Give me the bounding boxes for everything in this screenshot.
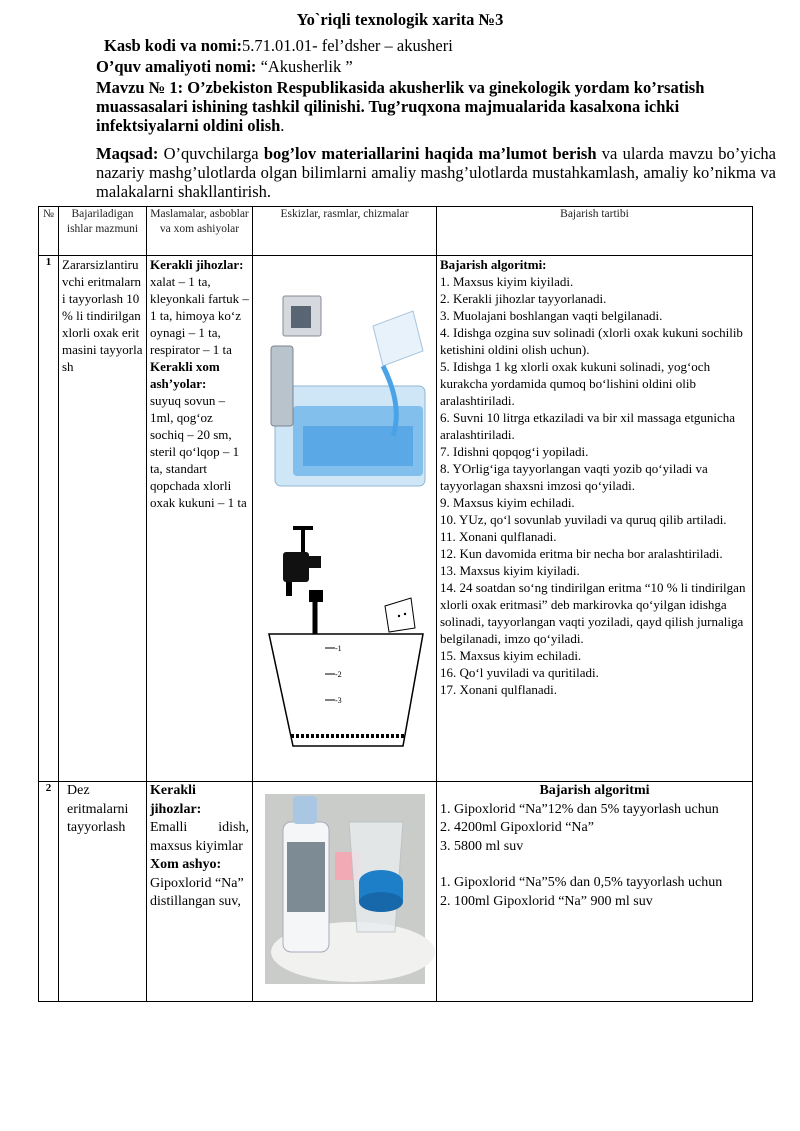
kasb-value: 5.71.01.01- fel’dsher – akusheri <box>242 36 453 55</box>
raw-heading: Kerakli xom ash’yolar: <box>150 359 220 391</box>
table-row <box>39 782 753 1002</box>
row-sketch <box>253 782 437 1002</box>
table-header-row <box>39 207 753 256</box>
equip-text: xalat – 1 ta, kleyonkali fartuk – 1 ta, himoya ko‘z oynagi – 1 ta, respirator – 1 ta <box>150 274 249 357</box>
amaliyot-value: “Akusherlik ” <box>256 57 353 76</box>
algo-step: 1. Gipoxlorid “Na”5% dan 0,5% tayyorlash uchun <box>440 875 723 890</box>
algo-step: 3. 5800 ml suv <box>440 838 524 854</box>
algo-step: 8. YOrlig‘iga tayyorlangan vaqti yozib qo‘yiladi va tayyorlagan shaxsni imzosi qo‘yiladi. <box>440 461 708 493</box>
algo-step: 6. Suvni 10 litrga etkaziladi va bir xil massaga etgunicha aralashtiriladi. <box>440 410 736 442</box>
maqsad-bold: bog’lov materiallarini haqida ma’lumot berish <box>263 144 597 163</box>
raw-heading: Xom ashyo: <box>150 857 222 872</box>
algo-step: 7. Idishni qopqog‘i yopiladi. <box>440 444 589 459</box>
raw-text: suyuq sovun – 1ml, qog‘oz sochiq – 20 sm, steril qo‘lqop – 1 ta, standart qopchada xlorli oxak kukuni – 1 ta <box>150 393 247 510</box>
header-equipment: Maslamalar, asboblar va xom ashiyolar <box>147 207 253 256</box>
amaliyot-line <box>96 57 776 76</box>
algo-step: 5. Idishga 1 kg xlorli oxak kukuni solinadi, yog‘och kurakcha yordamida qumoq bo‘lishini oldini olib aralashtiriladi. <box>440 359 711 408</box>
header-procedure: Bajarish tartibi <box>437 207 753 256</box>
mavzu-line: Mavzu № 1: O’zbekiston Respublikasida akusherlik va ginekologik yordam ko’rsatish muassasalari ishining tashkil qilinishi. Tug’ruqxona majmualarida kasalxona ichki infektsiyalarni oldini olish. <box>96 78 705 135</box>
header-sketches: Eskizlar, rasmlar, chizmalar <box>253 207 437 256</box>
table-row <box>39 256 753 782</box>
mavzu-value: O’zbekiston Respublikasida akusherlik va ginekologik yordam ko’rsatish muassasalari ishining tashkil qilinishi. Tug’ruqxona majmualarida kasalxona ichki infektsiyalarni oldini olish <box>96 78 705 135</box>
algo-step: 1. Maxsus kiyim kiyiladi. <box>440 274 574 289</box>
algo-step: 3. Muolajani boshlangan vaqti belgilanadi. <box>440 308 663 323</box>
level-label-1: -1 <box>335 644 342 653</box>
amaliyot-label: O’quv amaliyoti nomi: <box>96 57 257 76</box>
algo-title: Bajarish algoritmi: <box>440 257 547 272</box>
algo-step: 13. Maxsus kiyim kiyiladi. <box>440 563 580 578</box>
maqsad-pre: O’quvchilarga <box>158 144 264 163</box>
tap-bowl-sketch <box>269 526 423 746</box>
equip-text: Emalli idish, maxsus kiyimlar <box>150 820 249 854</box>
algo-step: 1. Gipoxlorid “Na”12% dan 5% tayyorlash uchun <box>440 801 719 817</box>
equip-heading: Kerakli jihozlar: <box>150 783 202 817</box>
algo-step: 2. Kerakli jihozlar tayyorlanadi. <box>440 291 607 306</box>
maqsad-post: va ularda mavzu bo’yicha nazariy mashg’ulotlarda olgan bilimlarni amaliy mashg’ulotlarda mustahkamlash, amaliy ko’nikma va malakalarni shakllantirish. <box>96 144 777 201</box>
row-procedure <box>437 256 753 782</box>
sketch-illustration <box>253 256 437 776</box>
algo-step: 16. Qo‘l yuviladi va quritiladi. <box>440 665 599 680</box>
row-equipment <box>147 782 253 1002</box>
algo-step: 17. Xonani qulflanadi. <box>440 682 557 697</box>
algo-step: 14. 24 soatdan so‘ng tindirilgan eritma “10 % li tindirilgan xlorli oxak eritmasi” deb markirovka qo‘yilgan idishga solinadi, tayyorlangan vaqti yoziladi, qayd qilish jurnaliga belgilanadi, imzo qo‘yiladi. <box>440 580 746 646</box>
technology-table <box>38 206 753 1002</box>
algo-step: 2. 4200ml Gipoxlorid “Na” <box>440 820 594 835</box>
chlorine-container-illustration <box>271 296 425 486</box>
page-title: Yo`riqli texnologik xarita №3 <box>296 10 504 29</box>
row-equipment <box>147 256 253 782</box>
algo-step: 15. Maxsus kiyim echiladi. <box>440 648 582 663</box>
spacer <box>440 856 749 874</box>
maqsad-line <box>96 144 776 201</box>
header-step: Bajariladigan ishlar mazmuni <box>59 207 147 256</box>
algo-step: 11. Xonani qulflanadi. <box>440 529 557 544</box>
maqsad-label: Maqsad: <box>96 144 159 163</box>
disinfectant-photo-illustration <box>253 782 437 992</box>
row-number: 2 <box>39 782 59 1002</box>
header-number: № <box>39 207 59 256</box>
level-label-2: -2 <box>335 670 342 679</box>
row-step: Dez eritmalarni tayyorlash <box>59 782 147 1002</box>
raw-text: Gipoxlorid “Na” distillangan suv, <box>150 875 244 909</box>
row-procedure <box>437 782 753 1002</box>
algo-step: 9. Maxsus kiyim echiladi. <box>440 495 575 510</box>
algo-title: Bajarish algoritmi <box>539 783 650 798</box>
row-sketch <box>253 256 437 782</box>
kasb-line <box>104 36 784 55</box>
algo-step: 4. Idishga ozgina suv solinadi (xlorli oxak kukuni sochilib ketishini oldini olish uchun). <box>440 325 743 357</box>
equip-heading: Kerakli jihozlar: <box>150 257 244 272</box>
row-number: 1 <box>39 256 59 782</box>
row-step: Zararsizlantiruvchi eritmalarni tayyorlash 10 % li tindirilgan xlorli oxak eritmasini tayyorlash <box>59 256 147 782</box>
level-label-3: -3 <box>335 696 342 705</box>
algo-step: 2. 100ml Gipoxlorid “Na” 900 ml suv <box>440 893 653 909</box>
algo-step: 10. YUz, qo‘l sovunlab yuviladi va quruq qilib artiladi. <box>440 512 727 527</box>
kasb-label: Kasb kodi va nomi: <box>104 36 242 55</box>
mavzu-label: Mavzu № 1: <box>96 78 184 97</box>
algo-step: 12. Kun davomida eritma bir necha bor aralashtiriladi. <box>440 546 723 561</box>
